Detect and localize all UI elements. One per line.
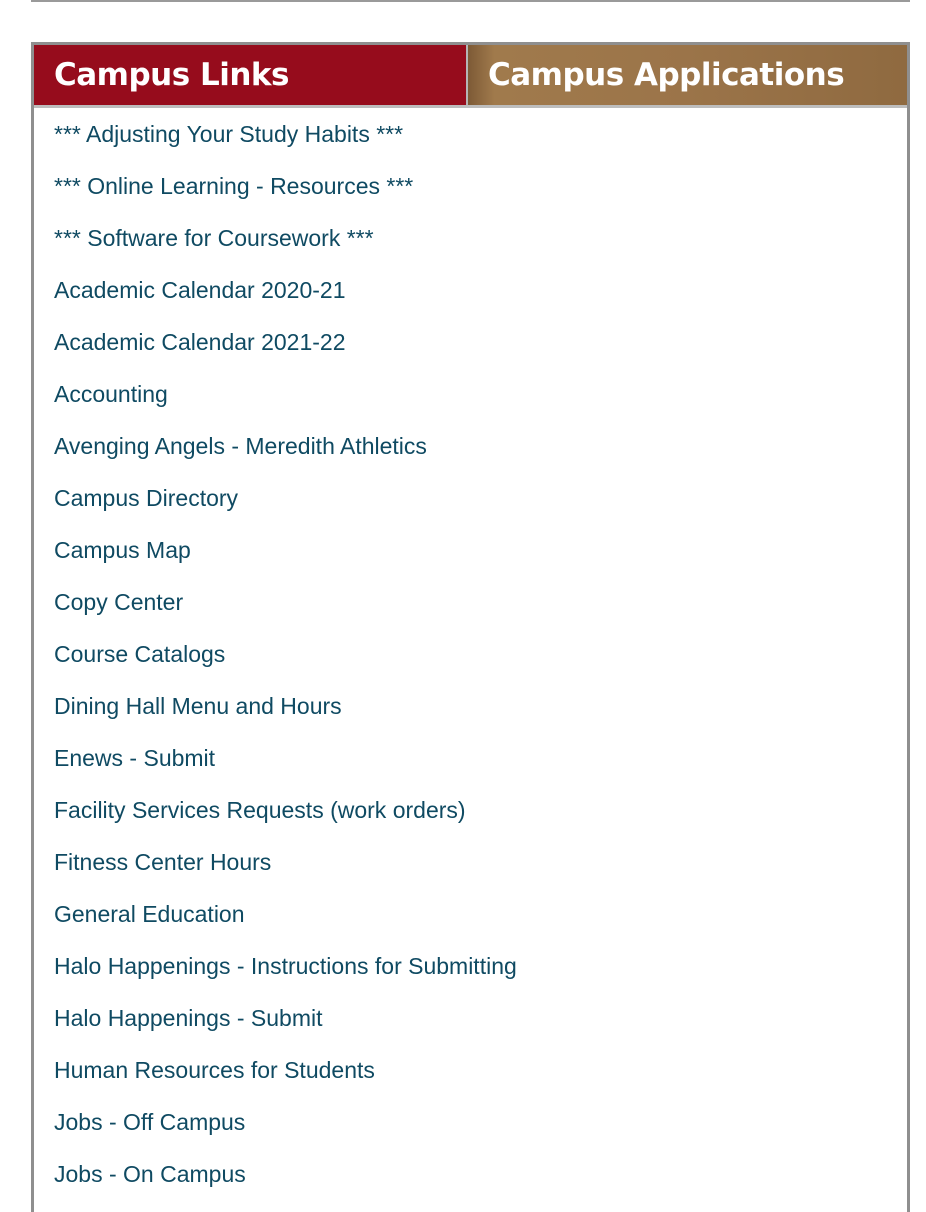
link-jobs-on-campus[interactable]: Jobs - On Campus <box>54 1161 246 1187</box>
campus-links-list <box>34 108 907 1211</box>
list-item <box>54 275 907 327</box>
link-campus-directory[interactable]: Campus Directory <box>54 485 239 511</box>
link-online-learning-resources[interactable]: *** Online Learning - Resources *** <box>54 173 414 199</box>
link-avenging-angels-athletics[interactable]: Avenging Angels - Meredith Athletics <box>54 433 427 459</box>
list-item <box>54 743 907 795</box>
link-fitness-center-hours[interactable]: Fitness Center Hours <box>54 849 272 875</box>
link-adjusting-study-habits[interactable]: *** Adjusting Your Study Habits *** <box>54 121 404 147</box>
list-item <box>54 847 907 899</box>
list-item <box>54 1107 907 1159</box>
link-jobs-off-campus[interactable]: Jobs - Off Campus <box>54 1109 246 1135</box>
list-item <box>54 1159 907 1211</box>
top-divider <box>31 0 910 2</box>
link-accounting[interactable]: Accounting <box>54 381 168 407</box>
link-academic-calendar-2021-22[interactable]: Academic Calendar 2021-22 <box>54 329 346 355</box>
link-academic-calendar-2020-21[interactable]: Academic Calendar 2020-21 <box>54 277 346 303</box>
link-campus-map[interactable]: Campus Map <box>54 537 191 563</box>
list-item <box>54 587 907 639</box>
link-facility-services-requests[interactable]: Facility Services Requests (work orders) <box>54 797 466 823</box>
list-item <box>54 379 907 431</box>
link-software-for-coursework[interactable]: *** Software for Coursework *** <box>54 225 374 251</box>
list-item <box>54 535 907 587</box>
tab-bar <box>34 45 907 108</box>
list-item <box>54 1055 907 1107</box>
link-halo-happenings-instructions[interactable]: Halo Happenings - Instructions for Submitting <box>54 953 517 979</box>
list-item <box>54 639 907 691</box>
list-item <box>54 223 907 275</box>
link-dining-hall-menu-hours[interactable]: Dining Hall Menu and Hours <box>54 693 342 719</box>
list-item <box>54 327 907 379</box>
tab-campus-applications-label: Campus Applications <box>488 57 845 93</box>
list-item <box>54 899 907 951</box>
list-item <box>54 483 907 535</box>
link-halo-happenings-submit[interactable]: Halo Happenings - Submit <box>54 1005 323 1031</box>
tab-campus-links[interactable] <box>34 45 468 105</box>
link-copy-center[interactable]: Copy Center <box>54 589 184 615</box>
list-item <box>54 951 907 1003</box>
list-item <box>54 1003 907 1055</box>
campus-links-panel <box>31 42 910 1212</box>
link-course-catalogs[interactable]: Course Catalogs <box>54 641 226 667</box>
link-general-education[interactable]: General Education <box>54 901 245 927</box>
link-enews-submit[interactable]: Enews - Submit <box>54 745 216 771</box>
tab-campus-links-label: Campus Links <box>54 57 289 93</box>
tab-campus-applications[interactable] <box>468 45 907 105</box>
list-item <box>54 171 907 223</box>
list-item <box>54 795 907 847</box>
list-item <box>54 119 907 171</box>
list-item <box>54 431 907 483</box>
list-item <box>54 691 907 743</box>
link-human-resources-students[interactable]: Human Resources for Students <box>54 1057 375 1083</box>
